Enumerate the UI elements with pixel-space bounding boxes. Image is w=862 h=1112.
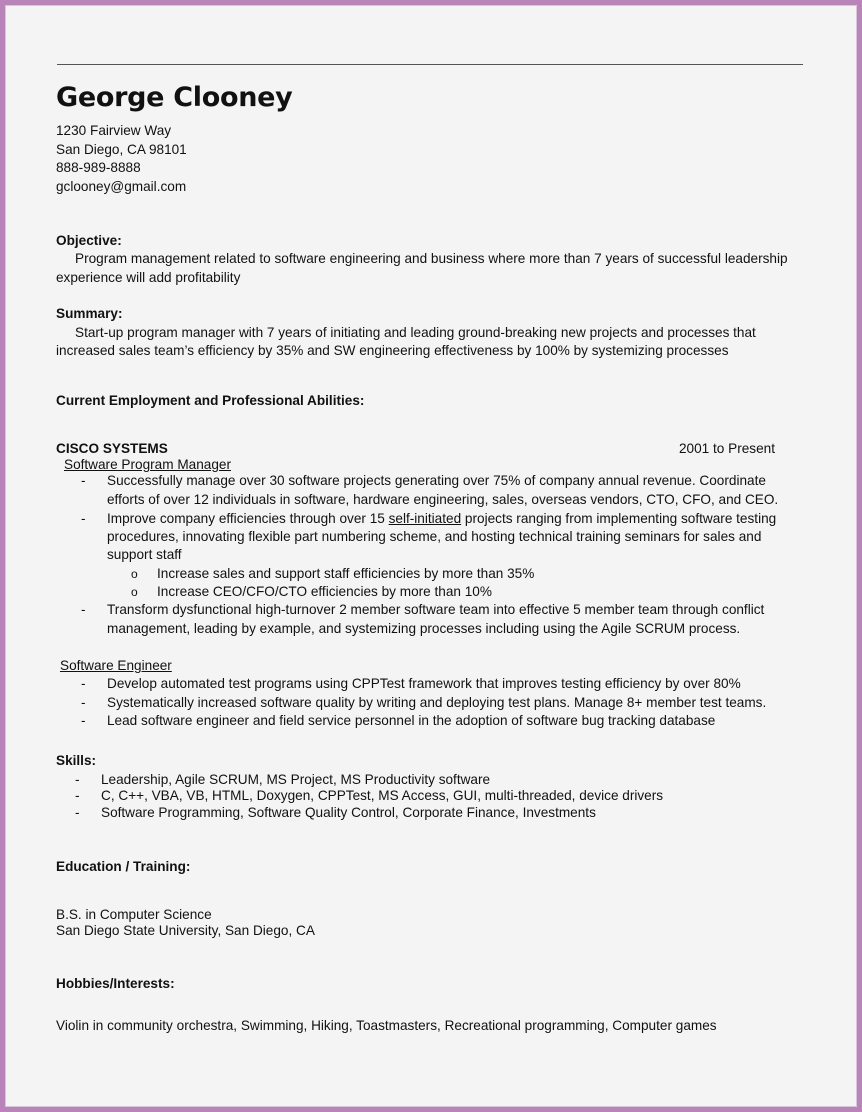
bullet-marker: -: [81, 473, 86, 488]
email: gclooney@gmail.com: [56, 179, 187, 194]
skills-heading: Skills:: [56, 753, 97, 768]
role2-title: Software Engineer: [60, 658, 172, 673]
resume-name: George Clooney: [56, 82, 293, 113]
bullet-marker: -: [75, 805, 80, 820]
role1-b2-text-a: Improve company efficiencies through over 15: [107, 511, 389, 526]
education-heading: Education / Training:: [56, 859, 191, 874]
role1-b3-line1: Transform dysfunctional high-turnover 2 member software team into effective 5 member team through conflict: [107, 602, 765, 617]
bullet-marker: -: [81, 695, 86, 710]
objective-line2: experience will add profitability: [56, 270, 241, 285]
summary-line1: Start-up program manager with 7 years of initiating and leading ground-breaking new projects and processes that: [75, 325, 756, 340]
role1-b2-line1: [107, 511, 776, 526]
role1-b2-line3: support staff: [107, 547, 182, 562]
employment-heading: Current Employment and Professional Abilities:: [56, 393, 365, 408]
role1-b1-line1: Successfully manage over 30 software projects generating over 75% of company annual revenue. Coordinate: [107, 473, 766, 488]
objective-heading: Objective:: [56, 233, 122, 248]
address-line2: San Diego, CA 98101: [56, 142, 187, 157]
skills-item: Software Programming, Software Quality Control, Corporate Finance, Investments: [101, 805, 596, 820]
bullet-marker: -: [75, 772, 80, 787]
role1-b3-line2: management, leading by example, and systemizing processes including using the Agile SCRUM process.: [107, 621, 741, 636]
role1-b2-line2: procedures, innovating flexible part numbering scheme, and hosting technical training seminars for sales and: [107, 529, 762, 544]
address-line1: 1230 Fairview Way: [56, 123, 172, 138]
self-initiated-text: self-initiated: [388, 511, 462, 526]
sub-bullet-marker: o: [131, 567, 138, 581]
summary-heading: Summary:: [56, 306, 123, 321]
education-degree: B.S. in Computer Science: [56, 907, 212, 922]
resume-page: [5, 5, 857, 1107]
role1-b1-line2: efforts of over 12 individuals in software, hardware engineering, sales, overseas vendors, CTO, CFO, and CEO.: [107, 492, 779, 507]
role1-b2-text-b: projects ranging from implementing software testing: [461, 511, 777, 526]
objective-line1: Program management related to software engineering and business where more than 7 years of successful leadership: [75, 251, 788, 266]
phone: 888-989-8888: [56, 160, 141, 175]
role2-b2: Systematically increased software quality by writing and deploying test plans. Manage 8+ member test teams.: [107, 695, 767, 710]
employment-dates: 2001 to Present: [679, 441, 775, 456]
role1-title: Software Program Manager: [64, 457, 231, 472]
bullet-marker: -: [81, 511, 86, 526]
skills-item: C, C++, VBA, VB, HTML, Doxygen, CPPTest, MS Access, GUI, multi-threaded, device drivers: [101, 788, 664, 803]
role1-sub1: Increase sales and support staff efficiencies by more than 35%: [157, 566, 535, 581]
sub-bullet-marker: o: [131, 585, 138, 599]
skills-item: Leadership, Agile SCRUM, MS Project, MS Productivity software: [101, 772, 491, 787]
hobbies-text: Violin in community orchestra, Swimming, Hiking, Toastmasters, Recreational programming, Computer games: [56, 1018, 717, 1033]
education-school: San Diego State University, San Diego, CA: [56, 923, 315, 938]
summary-line2: increased sales team’s efficiency by 35% and SW engineering effectiveness by 100% by systemizing processes: [56, 343, 729, 358]
role2-b3: Lead software engineer and field service personnel in the adoption of software bug tracking database: [107, 713, 716, 728]
company-name: CISCO SYSTEMS: [56, 441, 168, 456]
role1-sub2: Increase CEO/CFO/CTO efficiencies by more than 10%: [157, 584, 492, 599]
role2-b1: Develop automated test programs using CPPTest framework that improves testing efficiency by over 80%: [107, 676, 741, 691]
bullet-marker: -: [81, 713, 86, 728]
bullet-marker: -: [81, 602, 86, 617]
hobbies-heading: Hobbies/Interests:: [56, 976, 175, 991]
header-rule: [57, 64, 803, 65]
bullet-marker: -: [75, 788, 80, 803]
bullet-marker: -: [81, 676, 86, 691]
